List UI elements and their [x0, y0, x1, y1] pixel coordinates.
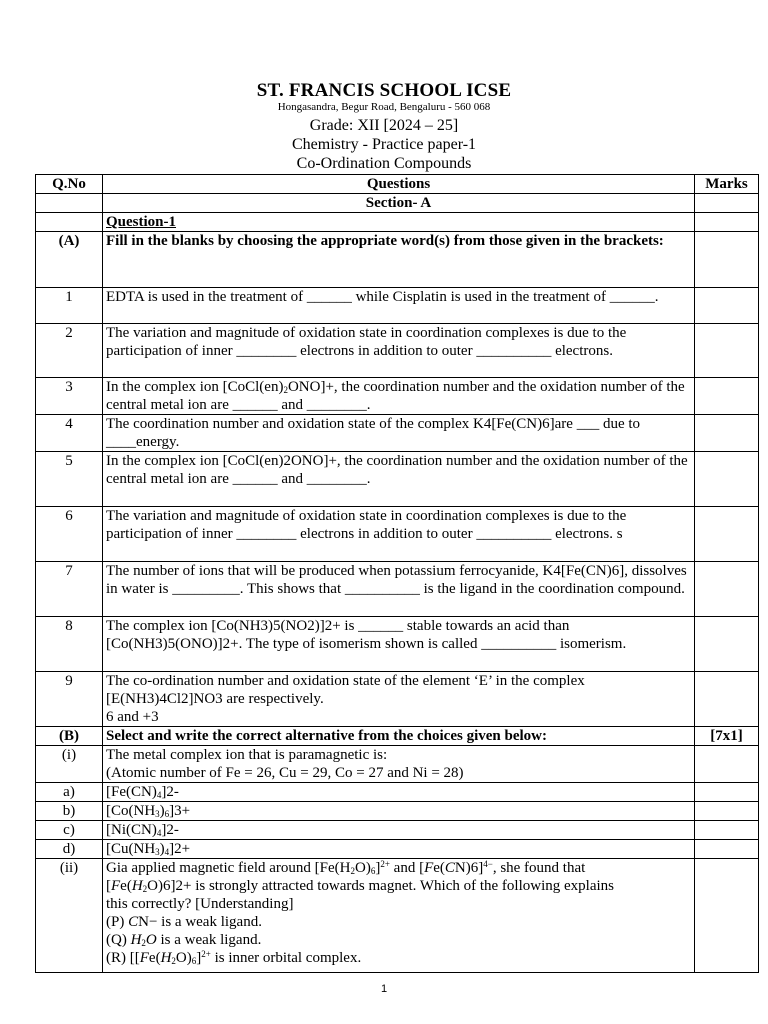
question-text: In the complex ion $[CoCl(en)_2ONO]+$, the coordination number and the oxidation number of the central metal ion are ______ and ________.: [103, 378, 695, 415]
option-label: a): [36, 783, 103, 802]
section-row: [36, 194, 759, 213]
part-b-marks: [7x1]: [695, 727, 759, 746]
part-b-label: (B): [36, 727, 103, 746]
table-row: [36, 672, 759, 727]
section-title: Section- A: [103, 194, 695, 213]
page-number: 1: [380, 983, 388, 995]
question-number: 3: [36, 378, 103, 415]
question-text: The co-ordination number and oxidation state of the element ‘E’ in the complex [E(NH3)4Cl2]NO3 are respectively. 6 and +3: [103, 672, 695, 727]
question-number: 5: [36, 452, 103, 507]
col-header-questions: Questions: [103, 175, 695, 194]
question-title-row: [36, 213, 759, 232]
part-b-row: [36, 727, 759, 746]
part-a-label: (A): [36, 232, 103, 288]
question-text: The complex ion [Co(NH3)5(NO2)]2+ is ______ stable towards an acid than [Co(NH3)5(ONO)]2+. The type of isomerism shown is called __________ isomerism.: [103, 617, 695, 672]
option-label: d): [36, 840, 103, 859]
table-row: [36, 378, 759, 415]
question-text: The coordination number and oxidation state of the complex K4[Fe(CN)6]are ___ due to ____energy.: [103, 415, 695, 452]
question-text: Gia applied magnetic field around $[Fe(H_2O)_6]^{2+}$ and $[Fe(CN)6]^{4-}$, she found that $[Fe(H_2O)6]2+$ is strongly attracted towards magnet. Which of the following explains this correctly? [Understanding] (P) CN− is a weak ligand. (Q) $H_2O$ is a weak ligand. (R) [$[Fe(H_2O)_6]^{2+}$ is inner orbital complex.: [103, 859, 695, 973]
question-number: 9: [36, 672, 103, 727]
table-header-row: [36, 175, 759, 194]
table-row: [36, 562, 759, 617]
table-row: [36, 452, 759, 507]
option-text: $[Ni(CN)_4]2-$: [103, 821, 695, 840]
question-number: (i): [36, 746, 103, 783]
table-row: [36, 324, 759, 378]
option-row: [36, 821, 759, 840]
option-text: $[Cu(NH_3)_4]2+$: [103, 840, 695, 859]
table-row: [36, 288, 759, 324]
subject-line: Chemistry - Practice paper-1: [291, 136, 477, 153]
table-row: [36, 746, 759, 783]
option-row: [36, 840, 759, 859]
questions-table: [35, 174, 759, 973]
col-header-qno: Q.No: [36, 175, 103, 194]
question-number: 2: [36, 324, 103, 378]
option-row: [36, 802, 759, 821]
question-text: EDTA is used in the treatment of ______ while Cisplatin is used in the treatment of ______.: [103, 288, 695, 324]
part-a-instruction: Fill in the blanks by choosing the appropriate word(s) from those given in the brackets:: [103, 232, 695, 288]
option-row: [36, 783, 759, 802]
table-row: [36, 415, 759, 452]
topic-line: Co-Ordination Compounds: [296, 155, 472, 172]
question-number: 6: [36, 507, 103, 562]
question-title: Question-1: [103, 213, 695, 232]
question-number: 4: [36, 415, 103, 452]
option-text: $[Co(NH_3)_6]3+$: [103, 802, 695, 821]
question-text: In the complex ion [CoCl(en)2ONO]+, the coordination number and the oxidation number of the central metal ion are ______ and ________.: [103, 452, 695, 507]
question-text: The variation and magnitude of oxidation state in coordination complexes is due to the participation of inner ________ electrons in addition to outer __________ electrons. s: [103, 507, 695, 562]
question-number: 1: [36, 288, 103, 324]
grade-line: Grade: XII [2024 – 25]: [309, 117, 459, 134]
question-text: The metal complex ion that is paramagnetic is: (Atomic number of Fe = 26, Cu = 29, Co = 27 and Ni = 28): [103, 746, 695, 783]
table-row: [36, 617, 759, 672]
question-number: 8: [36, 617, 103, 672]
school-address: Hongasandra, Begur Road, Bengaluru - 560 068: [277, 101, 491, 113]
option-text: $[Fe(CN)_4]2-$: [103, 783, 695, 802]
question-text: The variation and magnitude of oxidation state in coordination complexes is due to the participation of inner ________ electrons in addition to outer __________ electrons.: [103, 324, 695, 378]
question-number: (ii): [36, 859, 103, 973]
option-label: b): [36, 802, 103, 821]
table-row: [36, 507, 759, 562]
col-header-marks: Marks: [695, 175, 759, 194]
question-number: 7: [36, 562, 103, 617]
part-a-row: [36, 232, 759, 288]
question-text: The number of ions that will be produced when potassium ferrocyanide, K4[Fe(CN)6], dissolves in water is _________. This shows that __________ is the ligand in the coordination compound.: [103, 562, 695, 617]
option-label: c): [36, 821, 103, 840]
part-b-instruction: Select and write the correct alternative from the choices given below:: [103, 727, 695, 746]
school-name: ST. FRANCIS SCHOOL ICSE: [256, 80, 512, 101]
table-row: [36, 859, 759, 973]
